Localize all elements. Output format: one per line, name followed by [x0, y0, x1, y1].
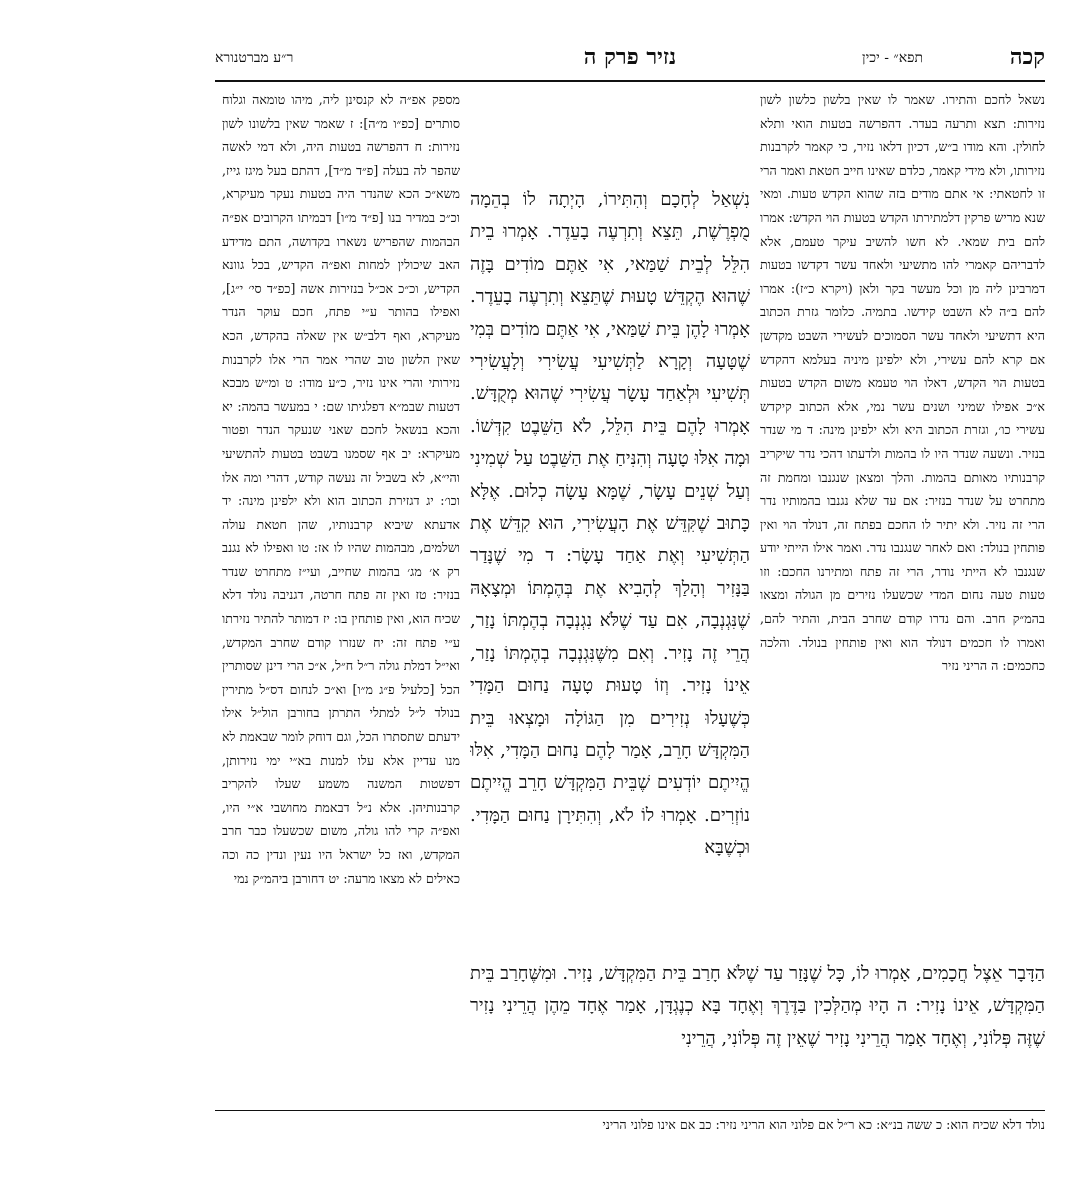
mishnah-continued: הַדָּבָר אֵצֶל חֲכָמִים, אָמְרוּ לוֹ, כָּל שֶׁנָּזַר עַד שֶׁלֹּא חָרַב בֵּית הַמִּקְדָּשׁ, נָזִיר. וּמִשֶּׁחָרַב בֵּית הַמִּקְדָּשׁ, אֵינוֹ נָזִיר: ה הָיוּ מְהַלְּכִין בַּדֶּרֶךְ וְאֶחָד בָּא כְנֶגְדָּן, אָמַר אֶחָד מֵהֶן הֲרֵינִי נָזִיר שֶׁזֶּה פְּלוֹנִי, וְאֶחָד אָמַר הֲרֵינִי נָזִיר שֶׁאֵין זֶה פְּלוֹנִי, הֲרֵינִי [470, 963, 1045, 1049]
header-divider [215, 80, 1045, 82]
page-header [215, 44, 1045, 78]
chapter-range: תפא״ - יכין [862, 50, 923, 66]
tiferet-yisrael-commentary: מספק אפ״ה לא קנסינן ליה, מיהו טומאה וגלוח סותרים [כפ״ו מ״ה]: ז שאמר שאין בלשונו לשון נזירות: ח דהפרשה בטעות היה, ולא דמי לאשה שהפר לה בעלה [פ״ד מ״ד], דהתם בעל מיגז גייז, משא״כ הכא שהנדר היה בטעות נעקר מעיקרא, וכ״כ במדיר בנו [פ״ד מ״ו] דבמיתו הקרובים אפ״ה הבהמות שהפריש נשארו בקדושה, התם מדידע האב שיכולין למחות ואפ״ה הקדיש, בכל גוונא הקדיש, וכ״כ אכ״ל בנזירות אשה [כפ״ד סי׳ י״ג], ואפילו בהותר ע״י פתח, חכם עוקר הנדר מעיקרא, ואף דלב״ש אין שאלה בהקדש, הכא שאין הלשון טוב שהרי אמר הרי אלו לקרבנות נזירותי והרי אינו נזיר, כ״ע מודו: ט ומ״ש מבכא דטעות שבמ״א דפלגיתו שם: י במעשר בהמה: יא והכא בנשאל לחכם שאני שנעקר הנדר ופטור מעיקרא: יב אף שסמנו בשבט בטעות להתשיעי והי״א, לא בשביל זה נעשה קודש, דהרי ומה אלו וכו׳: יג דגזירת הכתוב הוא ולא ילפינן מינה: יד אדעתא שיביא קרבנותיו, שהן חטאת עולה ושלמים, מבהמות שהיו לו אז: טו ואפילו לא נגנב רק א׳ מג׳ בהמות שחייב, ועי״ז מתחרט שנדר בנזיר: טז ואין זה פתח חרטה, דגניבה נולד דלא שכיח הוא, ואין פותחין בו: יז דמותר להתיר נזירתו ע״י פתח זה: יח שנזרו קודם שחרב המקדש, ואי״ל דמלת גולה ר״ל ח״ל, א״כ הרי דינן שסותרין הכל [כלעיל פ״ג מ״ו] וא״כ לנחום דס״ל מתירין בנולד ל״ל למתלי התרתן בחורבן הול״ל אילו ידעתם שתסתרו הכל, וגם דוחק לומר שבאמת לא מנו עדיין אלא עלו למנות בא״י ימי נזירותן, דפשטות המשנה משמע שעלו להקריב קרבנותיהן. אלא נ״ל דבאמת מחושבי א״י היו, ואפ״ה קרי להו גולה, משום שכשעלו כבר חרב המקדש, ואז כל ישראל היו נעין ונדין כה וכה כאילים לא מצאו מרעה: יט דחורבן ביהמ״ק נמי [222, 92, 460, 886]
page-number: קכה [1009, 44, 1045, 70]
bartenura-commentary: נשאל לחכם והתירו. שאמר לו שאין בלשון כלשון לשון נזירות: תצא ותרעה בעדר. דהפרשה בטעות הואי ותלא לחולין. והא מודו ב״ש, דכיון דלאו נזיר, כי קאמר לקרבנות נזירותו, ולא מידי קאמר, כלדם שאינו חייב חטאת ואמר הרי זו לחטאתי: אי אתם מודים בזה שהוא הקדש טעות. ומאי שנא מריש פרקין דלמתירתו הקדש בטעות הוי הקדש: אמרו להם בית שמאי. לא חשו להשיב עיקר טעמם, אלא לדבריהם קאמרי להו מתשיעי ולאחד עשר דקדשו בטעות דמרבינן ליה מן וכל מעשר בקר ולאן (ויקרא כ״ז): אמרו להם ב״ה לא השבט קידשו. בתמיה. כלומר גזרת הכתוב היא דתשיעי ולאחד עשר הסמוכים לעשירי השבט מקדשן אם קרא להם עשירי, ולא ילפינן מיניה בעלמא דהקדש בטעות הוי הקדש, דאלו הוי טעמא משום הקדש בטעות א״כ אפילו שמיני ושנים עשר נמי, אלא הכתוב קיקדש עשירי כו׳, וגזרת הכתוב היא ולא ילפינן מינה: ד מי שנדר בנזיר. ונשעה שנדר היו לו בהמות ולדעתו דהכי נדר שיקריב קרבנותיו מאותם בהמות. והלך ומצאן שנגנבו ומחמת זה מתחרט על שנדר בנזיר: אם עד שלא נגנבו בהמותיו נדר הרי זה נזיר. ולא יתיר לו החכם בפתח זה, דנולד הוי ואין פותחין בנולד: ואם לאחר שנגנבו נדר. ואמר אילו הייתי יודע שנגנבו לא הייתי נודר, הרי זה פתח ומתירנו החכם: וזו טעות טעה נחום המדי שכשעלו נזירים מן הגולה ומצאו בהמ״ק חרב. והם נדרו קודם שחרב הבית, והתיר להם, ואמרו לו חכמים דנולד הוא ואין פותחין בנולד. והלכה כחכמים: ה הריני נזיר [760, 92, 1045, 674]
tractate-title: נזיר פרק ה [583, 44, 677, 70]
footnote-line: נולד דלא שכיח הוא: כ ששה בנ״א: כא ר״ל אם פלוני הוא הריני נזיר: כב אם אינו פלוני הריני [602, 1117, 1045, 1132]
footnote-divider [215, 1110, 1045, 1111]
mishnah-text: נִשְׁאַל לְחָכָם וְהִתִּירוֹ, הָיְתָה לוֹ בְהֵמָה מֻפְרֶשֶׁת, תֵּצֵא וְתִרְעֶה בָעֵדֶר. אָמְרוּ בֵית הִלֵּל לְבֵית שַׁמַּאי, אִי אַתֶּם מוֹדִים בָּזֶה שֶׁהוּא הֶקְדֵּשׁ טָעוּת שֶׁתֵּצֵא וְתִרְעֶה בָעֵדֶר. אָמְרוּ לָהֶן בֵּית שַׁמַּאי, אִי אַתֶּם מוֹדִים בְּמִי שֶׁטָּעָה וְקָרָא לַתְּשִׁיעִי עֲשִׂירִי וְלָעֲשִׂירִי תְּשִׁיעִי וּלְאַחַד עָשָׂר עֲשִׂירִי שֶׁהוּא מְקֻדָּשׁ. אָמְרוּ לָהֶם בֵּית הִלֵּל, לֹא הַשֵּׁבֶט קִדְּשׁוֹ. וּמָה אִלּוּ טָעָה וְהִנִּיחַ אֶת הַשֵּׁבֶט עַל שְׁמִינִי וְעַל שְׁנֵים עָשָׂר, שֶׁמָּא עָשָׂה כְלוּם. אֶלָּא כָּתוּב שֶׁקִּדֵּשׁ אֶת הָעֲשִׂירִי, הוּא קִדֵּשׁ אֶת הַתְּשִׁיעִי וְאֶת אַחַד עָשָׂר: ד מִי שֶׁנָּדַר בַּנָּזִיר וְהָלַךְ לְהָבִיא אֶת בְּהֶמְתּוֹ וּמְצָאָהּ שֶׁנִּגְנְבָה, אִם עַד שֶׁלֹּא נִגְנְבָה בְהֶמְתּוֹ נָזַר, הֲרֵי זֶה נָזִיר. וְאִם מִשֶּׁנִּגְנְבָה בְהֶמְתּוֹ נָזַר, אֵינוֹ נָזִיר. וְזוֹ טָעוּת טָעָה נַחוּם הַמָּדִי כְּשֶׁעָלוּ נְזִירִים מִן הַגּוֹלָה וּמָצְאוּ בֵּית הַמִּקְדָּשׁ חָרֵב, אָמַר לָהֶם נַחוּם הַמָּדִי, אִלּוּ הֱיִיתֶם יוֹדְעִים שֶׁבֵּית הַמִּקְדָּשׁ חָרֵב הֱיִיתֶם נוֹזְרִים. אָמְרוּ לוֹ לֹא, וְהִתִּירָן נַחוּם הַמָּדִי. וּכְשֶׁבָּא [470, 189, 750, 859]
commentator-name: ר״ע מברטנורא [215, 50, 294, 66]
